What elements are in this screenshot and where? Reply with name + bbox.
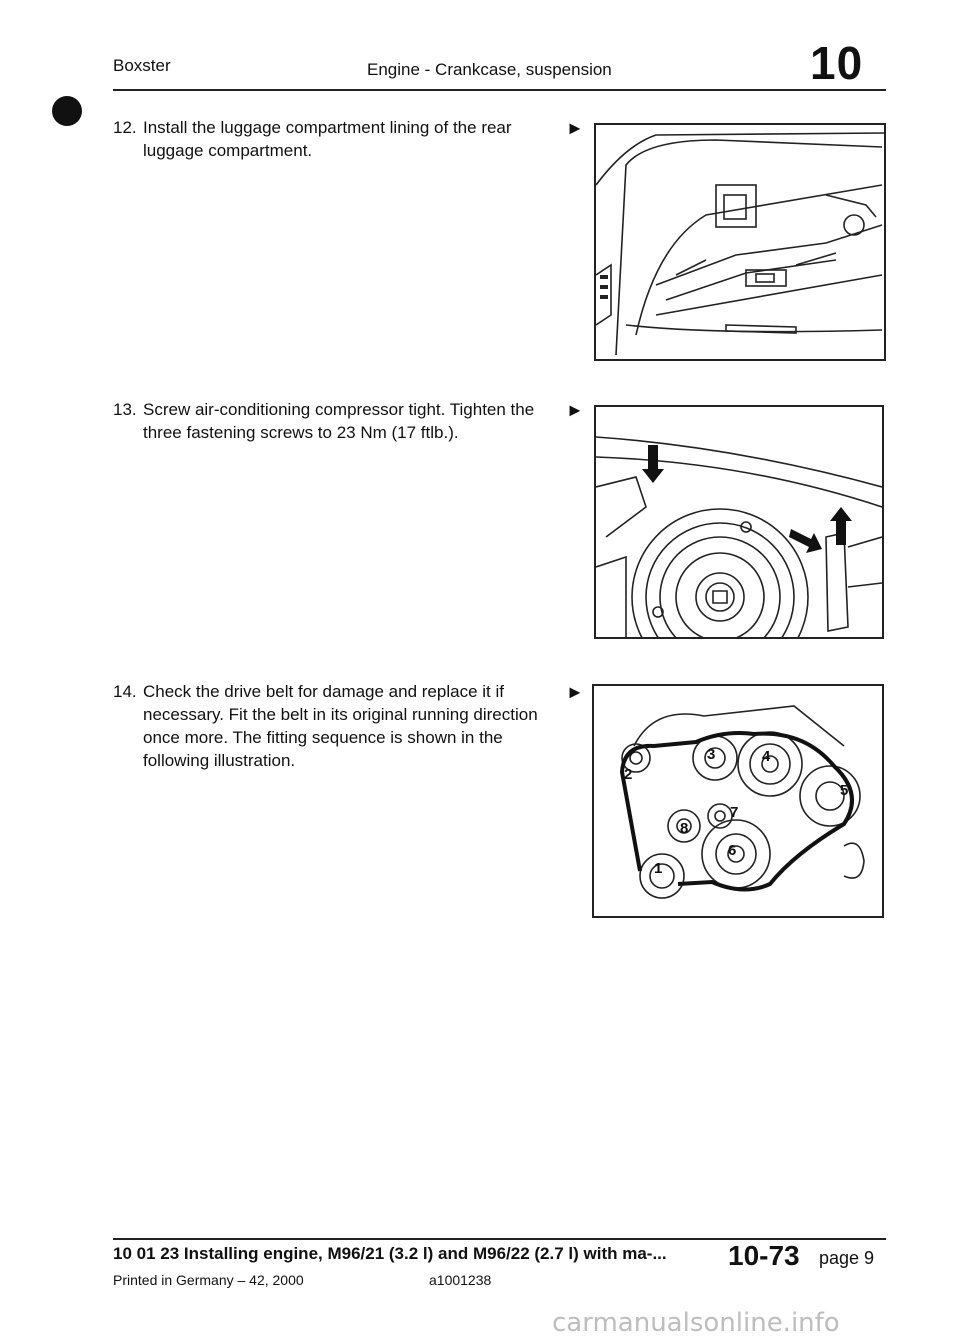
punch-hole-mark <box>52 96 82 126</box>
arrow-right-icon: ► <box>566 400 584 420</box>
belt-label-4: 4 <box>762 748 771 765</box>
header-section: Engine - Crankcase, suspension <box>367 60 612 79</box>
figure-drive-belt-sequence <box>592 684 884 918</box>
header-chapter-number: 10 <box>810 37 864 89</box>
step-13 <box>113 398 573 448</box>
belt-label-2: 2 <box>624 766 633 783</box>
footer-document-id: a1001238 <box>429 1272 492 1288</box>
step-number: 14. <box>113 682 137 701</box>
ac-compressor-illustration <box>596 407 882 637</box>
belt-label-7: 7 <box>730 804 739 821</box>
header-rule <box>113 89 886 91</box>
step-text: Screw air-conditioning compressor tight. Tighten the three fastening screws to 23 Nm (17 ftlb.). <box>143 400 535 442</box>
footer-title: 10 01 23 Installing engine, M96/21 (3.2 l) and M96/22 (2.7 l) with ma-... <box>113 1244 667 1263</box>
belt-label-6: 6 <box>728 842 737 859</box>
header-model: Boxster <box>113 56 171 75</box>
footer-printed-info: Printed in Germany – 42, 2000 <box>113 1272 304 1288</box>
step-12 <box>113 116 573 166</box>
belt-label-8: 8 <box>680 820 689 837</box>
step-text: Check the drive belt for damage and replace it if necessary. Fit the belt in its original running direction once more. The fitting sequence is shown in the following illustration. <box>143 682 538 770</box>
belt-label-5: 5 <box>840 782 849 799</box>
step-14 <box>113 680 573 770</box>
drive-belt-illustration <box>594 686 882 916</box>
figure-luggage-compartment <box>594 123 886 361</box>
arrow-right-icon: ► <box>566 118 584 138</box>
arrow-right-icon: ► <box>566 682 584 702</box>
belt-label-1: 1 <box>654 860 663 877</box>
footer-page-code: 10-73 <box>728 1240 800 1271</box>
luggage-compartment-illustration <box>596 125 884 359</box>
step-text: Install the luggage compartment lining of the rear luggage compartment. <box>143 118 512 160</box>
footer-page-number: page 9 <box>819 1248 875 1268</box>
step-number: 13. <box>113 400 137 419</box>
step-number: 12. <box>113 118 137 137</box>
belt-label-3: 3 <box>707 746 716 763</box>
watermark: carmanualsonline.info <box>552 1308 840 1338</box>
figure-ac-compressor <box>594 405 884 639</box>
